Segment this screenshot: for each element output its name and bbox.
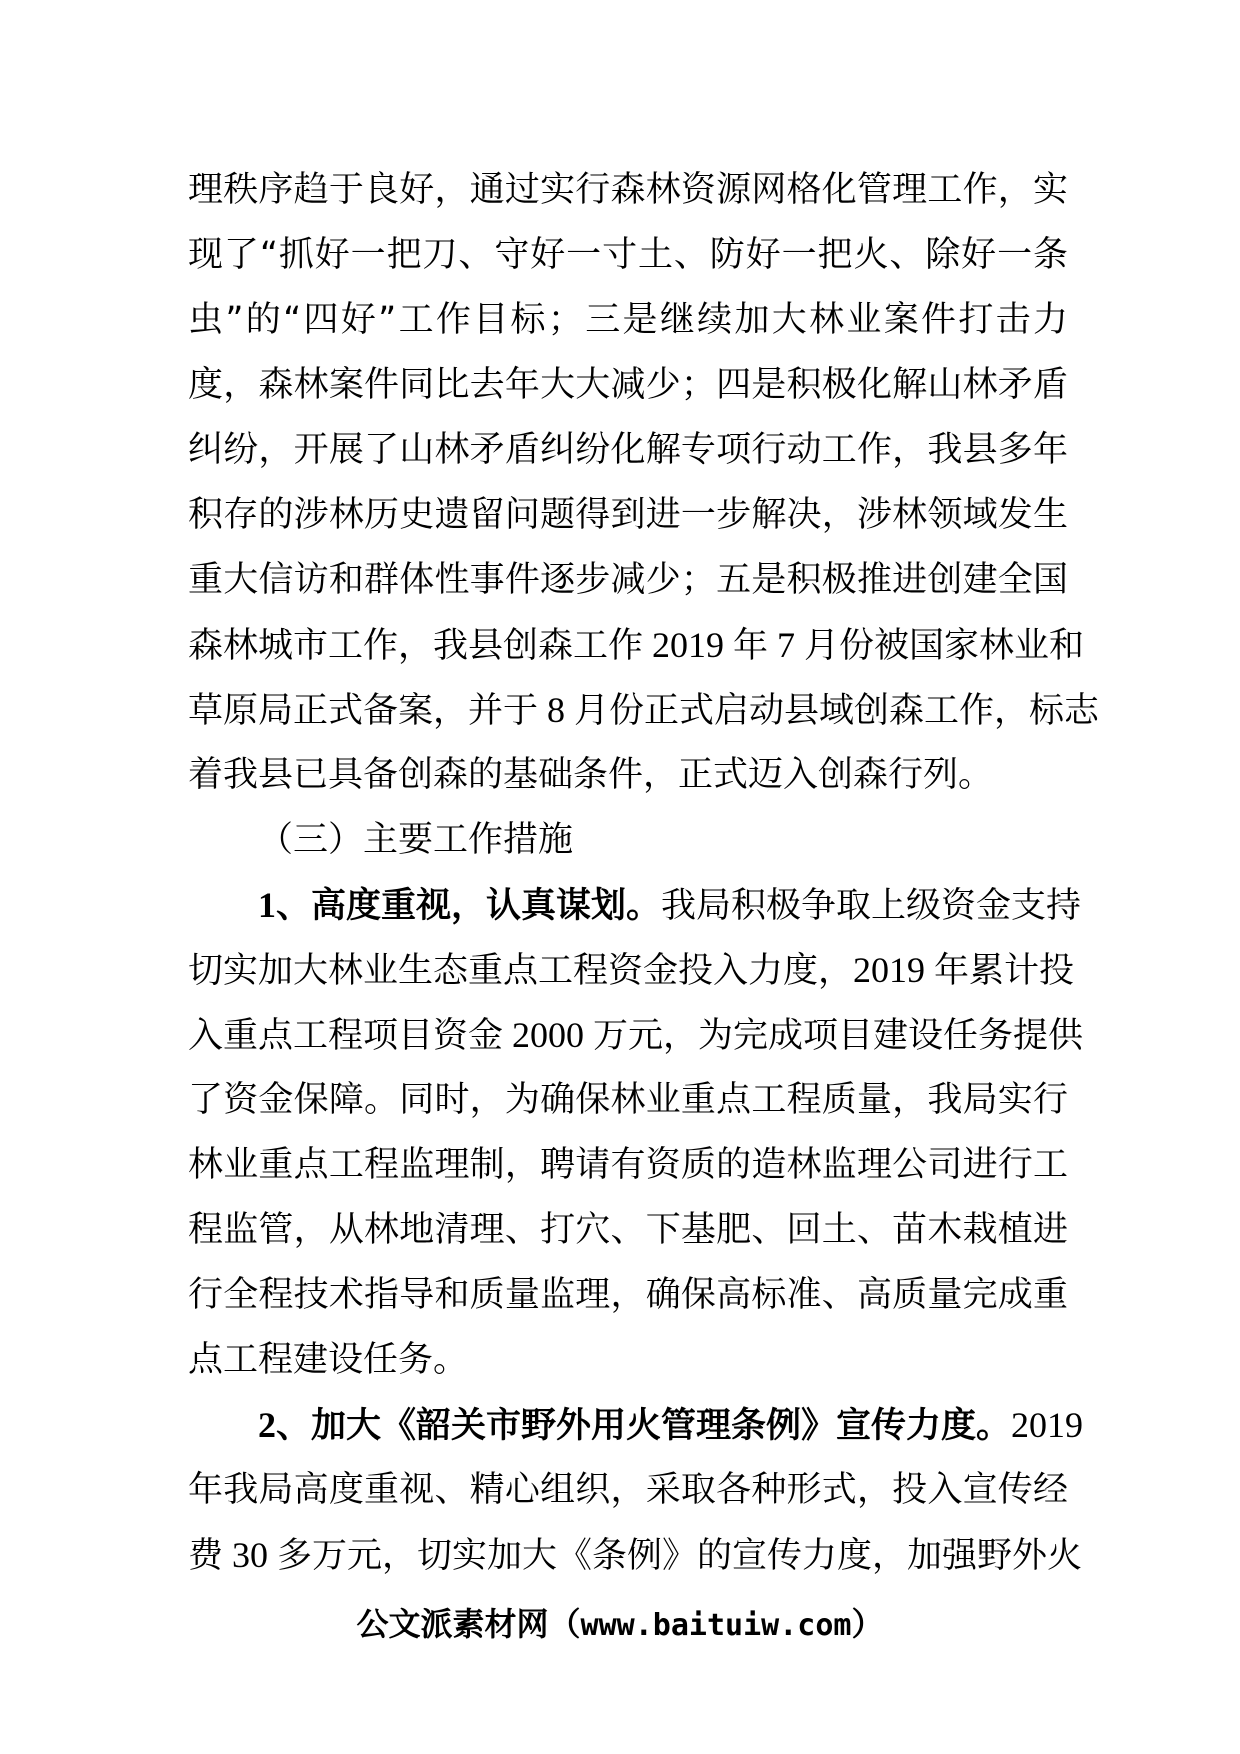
text-span: 费 — [188, 1536, 224, 1576]
item-2-heading-line — [188, 1393, 1084, 1458]
text-line: 程监管，从林地清理、打穴、下基肥、回土、苗木栽植进 — [188, 1210, 1068, 1250]
item-number: 1 — [258, 885, 276, 925]
text-line: 虫”的“四好”工作目标；三是继续加大林业案件打击力 — [188, 300, 1068, 340]
text-span: 我局积极争取上级资金支持 — [661, 886, 1082, 926]
item-2-title — [258, 1406, 1011, 1446]
text-span: 月份正式启动县域创森工作，标志 — [574, 691, 1100, 731]
item-1-heading-line — [188, 873, 1082, 938]
text-span: 月份被国家林业和 — [804, 626, 1085, 666]
amount-number: 2000 — [503, 1015, 594, 1055]
text-span: 、加大《韶关市野外用火管理条例》宣传力度。 — [276, 1406, 1012, 1446]
footer-bracket: ） — [851, 1605, 884, 1643]
text-line: 度，森林案件同比去年大大减少；四是积极化解山林矛盾 — [188, 365, 1068, 405]
text-span: 年 — [733, 626, 769, 666]
text-line: 林业重点工程监理制，聘请有资质的造林监理公司进行工 — [188, 1145, 1068, 1185]
text-span: 多万元，切实加大《条例》的宣传力度，加强野外火 — [277, 1536, 1083, 1576]
text-span: 、高度重视，认真谋划。 — [276, 886, 662, 926]
text-line-last: 着我县已具备创森的基础条件，正式迈入创森行列。 — [188, 755, 994, 795]
amount-number: 30 — [223, 1535, 278, 1575]
year-number: 2019 — [1011, 1405, 1084, 1445]
footer-site-name: 公文派素材网（ — [356, 1605, 581, 1643]
footer-url: www.baituiw.com — [580, 1608, 852, 1643]
document-body — [188, 158, 1100, 1588]
text-span: 万元，为完成项目建设任务提供 — [593, 1016, 1084, 1056]
year-number: 2019 — [853, 950, 935, 990]
text-line: 积存的涉林历史遗留问题得到进一步解决，涉林领域发生 — [188, 495, 1068, 535]
text-span: 森林城市工作，我县创森工作 — [188, 626, 644, 666]
year-number: 2019 — [643, 625, 734, 665]
text-line: 行全程技术指导和质量监理，确保高标准、高质量完成重 — [188, 1275, 1068, 1315]
text-line — [188, 938, 1075, 1003]
text-span: 年累计投 — [934, 951, 1075, 991]
text-line: 现了“抓好一把刀、守好一寸土、防好一把火、除好一条 — [188, 235, 1068, 275]
text-line: 了资金保障。同时，为确保林业重点工程质量，我局实行 — [188, 1080, 1068, 1120]
item-1-title — [258, 886, 661, 926]
text-line: 纠纷，开展了山林矛盾纠纷化解专项行动工作，我县多年 — [188, 430, 1068, 470]
footer-watermark — [0, 1598, 1240, 1652]
text-span: 草原局正式备案，并于 — [188, 691, 539, 731]
text-line — [188, 678, 1100, 743]
item-number: 2 — [258, 1405, 276, 1445]
text-line-last: 点工程建设任务。 — [188, 1340, 469, 1380]
text-line: 理秩序趋于良好，通过实行森林资源网格化管理工作，实 — [188, 170, 1068, 210]
text-span: 切实加大林业生态重点工程资金投入力度， — [188, 951, 854, 991]
text-line — [188, 1523, 1083, 1588]
month-number: 8 — [538, 690, 575, 730]
text-line — [188, 1003, 1084, 1068]
text-line: 年我局高度重视、精心组织，采取各种形式，投入宣传经 — [188, 1470, 1068, 1510]
text-line — [188, 613, 1085, 678]
text-line: 重大信访和群体性事件逐步减少；五是积极推进创建全国 — [188, 560, 1068, 600]
text-span: 入重点工程项目资金 — [188, 1016, 504, 1056]
month-number: 7 — [768, 625, 805, 665]
section-heading: （三）主要工作措施 — [258, 820, 574, 860]
